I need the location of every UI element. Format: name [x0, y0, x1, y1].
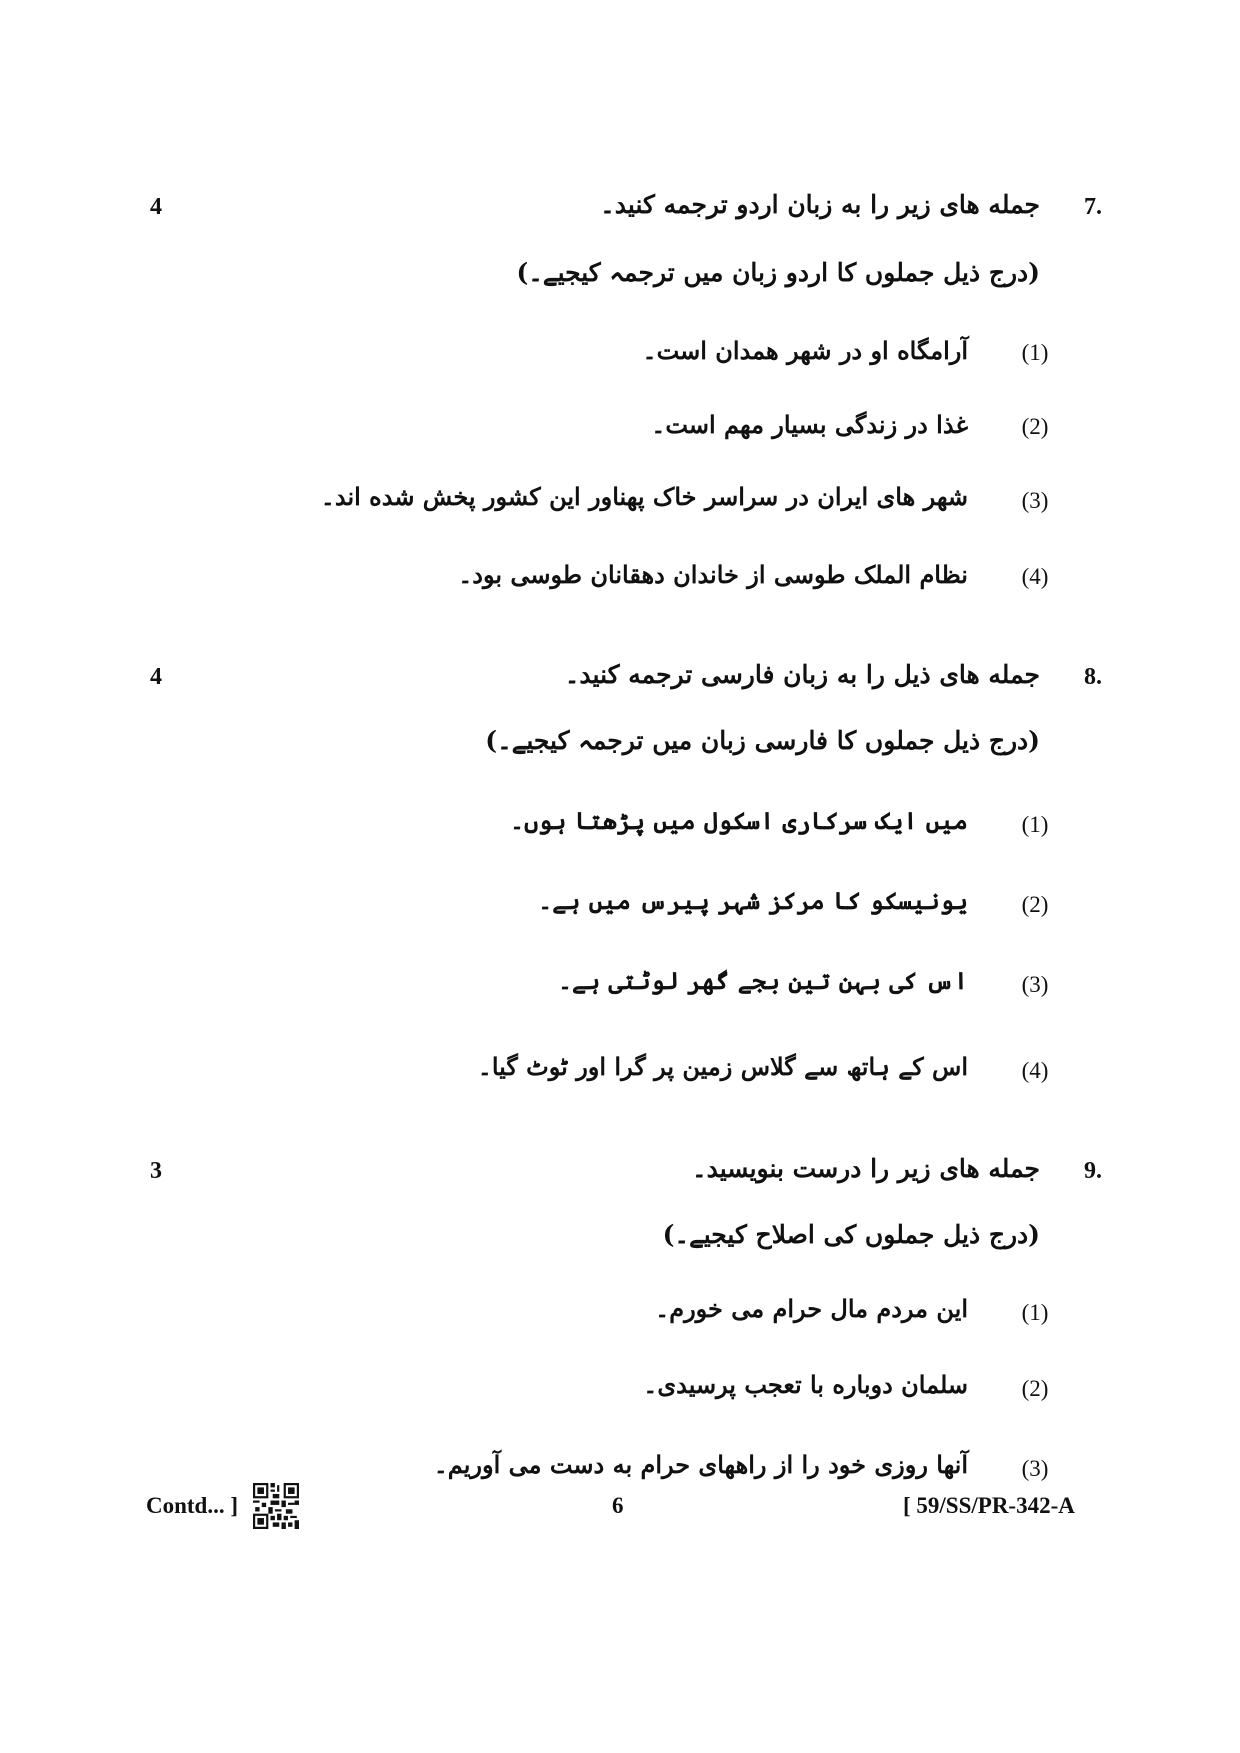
instruction-persian: جمله های زیر را درست بنویسید۔ — [691, 1154, 1040, 1183]
item-number: (3) — [1021, 972, 1049, 997]
item-number: (1) — [1021, 812, 1049, 837]
item-text: سلمان دوباره با تعجب پرسیدی۔ — [643, 1370, 968, 1399]
item-number: (1) — [1021, 1300, 1049, 1325]
footer-contd: Contd... ] — [146, 1493, 239, 1518]
instruction-persian: جمله های زیر را به زبان اردو ترجمه کنید۔ — [600, 190, 1040, 219]
question-number: 7. — [1084, 194, 1102, 220]
item-number: (2) — [1021, 414, 1049, 439]
question-marks: 4 — [150, 664, 162, 690]
item-number: (1) — [1021, 340, 1049, 365]
instruction-persian: جمله های ذیل را به زبان فارسی ترجمه کنید۔ — [564, 660, 1040, 689]
question-number: 8. — [1084, 664, 1102, 690]
item-text: آنها روزی خود را از راههای حرام به دست می آوریم۔ — [433, 1450, 968, 1479]
instruction-urdu: (درج ذیل جملوں کی اصلاح کیجیے۔) — [662, 1220, 1040, 1249]
instruction-urdu: (درج ذیل جملوں کا فارسی زبان میں ترجمہ کیجیے۔) — [485, 726, 1040, 755]
item-text: این مردم مال حرام می خورم۔ — [655, 1294, 968, 1323]
item-text: شهر های ایران در سراسر خاک پهناور این کشور پخش شده اند۔ — [320, 482, 968, 511]
item-number: (4) — [1021, 564, 1049, 589]
item-number: (3) — [1021, 488, 1049, 513]
item-number: (2) — [1021, 892, 1049, 917]
page-number: 6 — [612, 1493, 624, 1518]
item-number: (3) — [1021, 1456, 1049, 1481]
item-text: میں ایک سرکاری اسکول میں پڑھتا ہوں۔ — [510, 806, 968, 835]
qr-code-icon — [253, 1483, 299, 1529]
item-text: غذا در زندگی بسیار مهم است۔ — [651, 410, 968, 439]
item-text: نظام الملک طوسی از خاندان دهقانان طوسی بود۔ — [458, 560, 968, 589]
question-number: 9. — [1084, 1158, 1102, 1184]
question-marks: 4 — [150, 194, 162, 220]
question-marks: 3 — [150, 1158, 162, 1184]
item-text: آرامگاه او در شهر همدان است۔ — [642, 336, 968, 365]
item-number: (2) — [1021, 1376, 1049, 1401]
instruction-urdu: (درج ذیل جملوں کا اردو زبان میں ترجمہ کیجیے۔) — [516, 258, 1040, 287]
item-text: یونیسکو کا مرکز شہر پیرس میں ہے۔ — [538, 886, 968, 915]
item-text: اس کی بہن تین بجے گھر لوٹتی ہے۔ — [557, 966, 968, 995]
item-text: اس کے ہاتھ سے گلاس زمین پر گرا اور ٹوٹ گیا۔ — [477, 1052, 968, 1081]
item-number: (4) — [1021, 1058, 1049, 1083]
paper-code: [ 59/SS/PR-342-A — [903, 1493, 1075, 1518]
